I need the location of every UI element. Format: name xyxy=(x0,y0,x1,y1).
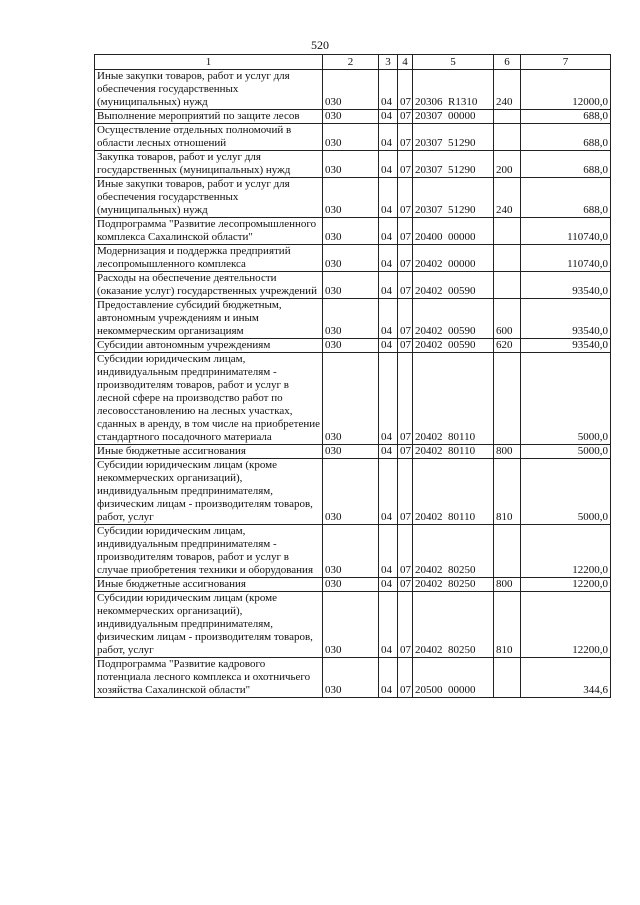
item-name: Подпрограмма "Развитие кадрового потенциала лесного комплекса и охотничьего хозяйства Сахалинской области" xyxy=(95,658,323,698)
section-code: 04 xyxy=(379,124,398,151)
section-code: 04 xyxy=(379,110,398,124)
amount: 93540,0 xyxy=(521,299,611,339)
item-name: Осуществление отдельных полномочий в области лесных отношений xyxy=(95,124,323,151)
table-body xyxy=(95,70,611,698)
amount: 12200,0 xyxy=(521,578,611,592)
target-article-code: 20402 80110 xyxy=(413,459,494,525)
table-row xyxy=(95,245,611,272)
section-code: 04 xyxy=(379,299,398,339)
amount: 12200,0 xyxy=(521,592,611,658)
subsection-code: 07 xyxy=(398,272,413,299)
target-article-code: 20400 00000 xyxy=(413,218,494,245)
subsection-code: 07 xyxy=(398,178,413,218)
amount: 5000,0 xyxy=(521,459,611,525)
section-code: 04 xyxy=(379,178,398,218)
ministry-code: 030 xyxy=(323,525,379,578)
column-header: 1 xyxy=(95,55,323,70)
target-article-code: 20402 00590 xyxy=(413,339,494,353)
expense-type-code: 810 xyxy=(494,459,521,525)
target-article-code: 20307 00000 xyxy=(413,110,494,124)
subsection-code: 07 xyxy=(398,124,413,151)
table-row xyxy=(95,459,611,525)
expense-type-code: 800 xyxy=(494,578,521,592)
item-name: Субсидии юридическим лицам, индивидуальным предпринимателям - производителям товаров, работ и услуг в случае приобретения техники и оборудования xyxy=(95,525,323,578)
table-row xyxy=(95,124,611,151)
subsection-code: 07 xyxy=(398,525,413,578)
target-article-code: 20500 00000 xyxy=(413,658,494,698)
table-row xyxy=(95,110,611,124)
expense-type-code xyxy=(494,353,521,445)
table-row xyxy=(95,525,611,578)
ministry-code: 030 xyxy=(323,353,379,445)
section-code: 04 xyxy=(379,70,398,110)
column-header: 7 xyxy=(521,55,611,70)
target-article-code: 20402 80250 xyxy=(413,592,494,658)
section-code: 04 xyxy=(379,272,398,299)
expense-type-code xyxy=(494,245,521,272)
ministry-code: 030 xyxy=(323,272,379,299)
ministry-code: 030 xyxy=(323,299,379,339)
target-article-code: 20402 80110 xyxy=(413,445,494,459)
target-article-code: 20307 51290 xyxy=(413,151,494,178)
table-row xyxy=(95,339,611,353)
section-code: 04 xyxy=(379,445,398,459)
expense-type-code xyxy=(494,110,521,124)
target-article-code: 20307 51290 xyxy=(413,124,494,151)
subsection-code: 07 xyxy=(398,459,413,525)
item-name: Иные закупки товаров, работ и услуг для обеспечения государственных (муниципальных) нужд xyxy=(95,70,323,110)
table-row xyxy=(95,445,611,459)
item-name: Подпрограмма "Развитие лесопромышленного комплекса Сахалинской области" xyxy=(95,218,323,245)
item-name: Закупка товаров, работ и услуг для государственных (муниципальных) нужд xyxy=(95,151,323,178)
table-row xyxy=(95,592,611,658)
table-row xyxy=(95,218,611,245)
target-article-code: 20402 00000 xyxy=(413,245,494,272)
amount: 110740,0 xyxy=(521,218,611,245)
expense-type-code: 600 xyxy=(494,299,521,339)
subsection-code: 07 xyxy=(398,110,413,124)
amount: 12000,0 xyxy=(521,70,611,110)
amount: 344,6 xyxy=(521,658,611,698)
amount: 5000,0 xyxy=(521,445,611,459)
subsection-code: 07 xyxy=(398,70,413,110)
ministry-code: 030 xyxy=(323,658,379,698)
ministry-code: 030 xyxy=(323,445,379,459)
expense-type-code: 800 xyxy=(494,445,521,459)
subsection-code: 07 xyxy=(398,353,413,445)
item-name: Выполнение мероприятий по защите лесов xyxy=(95,110,323,124)
ministry-code: 030 xyxy=(323,178,379,218)
ministry-code: 030 xyxy=(323,151,379,178)
target-article-code: 20306 R1310 xyxy=(413,70,494,110)
ministry-code: 030 xyxy=(323,339,379,353)
subsection-code: 07 xyxy=(398,445,413,459)
column-header: 3 xyxy=(379,55,398,70)
table-row xyxy=(95,151,611,178)
ministry-code: 030 xyxy=(323,245,379,272)
amount: 688,0 xyxy=(521,178,611,218)
subsection-code: 07 xyxy=(398,218,413,245)
item-name: Иные закупки товаров, работ и услуг для обеспечения государственных (муниципальных) нужд xyxy=(95,178,323,218)
table-row xyxy=(95,299,611,339)
amount: 110740,0 xyxy=(521,245,611,272)
expense-type-code: 810 xyxy=(494,592,521,658)
column-header: 2 xyxy=(323,55,379,70)
section-code: 04 xyxy=(379,339,398,353)
ministry-code: 030 xyxy=(323,70,379,110)
subsection-code: 07 xyxy=(398,339,413,353)
item-name: Субсидии юридическим лицам, индивидуальным предпринимателям - производителям товаров, работ и услуг в лесной сфере на производство работ по лесовосстановлению на лесных участках, сданных в аренду, в том числе на приобретение стандартного посадочного материала xyxy=(95,353,323,445)
target-article-code: 20307 51290 xyxy=(413,178,494,218)
table-row xyxy=(95,353,611,445)
ministry-code: 030 xyxy=(323,110,379,124)
column-header: 4 xyxy=(398,55,413,70)
item-name: Субсидии автономным учреждениям xyxy=(95,339,323,353)
expense-type-code: 200 xyxy=(494,151,521,178)
expense-type-code: 240 xyxy=(494,70,521,110)
section-code: 04 xyxy=(379,353,398,445)
table-row xyxy=(95,272,611,299)
table-header-row xyxy=(95,55,611,70)
budget-table xyxy=(94,54,611,698)
subsection-code: 07 xyxy=(398,245,413,272)
amount: 93540,0 xyxy=(521,272,611,299)
amount: 688,0 xyxy=(521,151,611,178)
target-article-code: 20402 80250 xyxy=(413,578,494,592)
amount: 688,0 xyxy=(521,110,611,124)
subsection-code: 07 xyxy=(398,578,413,592)
section-code: 04 xyxy=(379,525,398,578)
column-header: 5 xyxy=(413,55,494,70)
section-code: 04 xyxy=(379,592,398,658)
section-code: 04 xyxy=(379,658,398,698)
section-code: 04 xyxy=(379,578,398,592)
ministry-code: 030 xyxy=(323,592,379,658)
expense-type-code xyxy=(494,272,521,299)
section-code: 04 xyxy=(379,459,398,525)
expense-type-code: 240 xyxy=(494,178,521,218)
ministry-code: 030 xyxy=(323,124,379,151)
item-name: Субсидии юридическим лицам (кроме некоммерческих организаций), индивидуальным предпринимателям, физическим лицам - производителям товаров, работ, услуг xyxy=(95,592,323,658)
subsection-code: 07 xyxy=(398,299,413,339)
subsection-code: 07 xyxy=(398,658,413,698)
page-number: 520 xyxy=(311,38,329,52)
expense-type-code: 620 xyxy=(494,339,521,353)
subsection-code: 07 xyxy=(398,592,413,658)
item-name: Расходы на обеспечение деятельности (оказание услуг) государственных учреждений xyxy=(95,272,323,299)
target-article-code: 20402 80110 xyxy=(413,353,494,445)
target-article-code: 20402 80250 xyxy=(413,525,494,578)
target-article-code: 20402 00590 xyxy=(413,299,494,339)
item-name: Модернизация и поддержка предприятий лесопромышленного комплекса xyxy=(95,245,323,272)
expense-type-code xyxy=(494,218,521,245)
expense-type-code xyxy=(494,525,521,578)
item-name: Иные бюджетные ассигнования xyxy=(95,445,323,459)
expense-type-code xyxy=(494,124,521,151)
column-header: 6 xyxy=(494,55,521,70)
expense-type-code xyxy=(494,658,521,698)
ministry-code: 030 xyxy=(323,459,379,525)
item-name: Предоставление субсидий бюджетным, автономным учреждениям и иным некоммерческим организациям xyxy=(95,299,323,339)
ministry-code: 030 xyxy=(323,578,379,592)
section-code: 04 xyxy=(379,218,398,245)
subsection-code: 07 xyxy=(398,151,413,178)
ministry-code: 030 xyxy=(323,218,379,245)
amount: 688,0 xyxy=(521,124,611,151)
table-row xyxy=(95,578,611,592)
target-article-code: 20402 00590 xyxy=(413,272,494,299)
table-row xyxy=(95,70,611,110)
section-code: 04 xyxy=(379,245,398,272)
section-code: 04 xyxy=(379,151,398,178)
table-row xyxy=(95,178,611,218)
item-name: Иные бюджетные ассигнования xyxy=(95,578,323,592)
amount: 93540,0 xyxy=(521,339,611,353)
table-row xyxy=(95,658,611,698)
amount: 12200,0 xyxy=(521,525,611,578)
amount: 5000,0 xyxy=(521,353,611,445)
item-name: Субсидии юридическим лицам (кроме некоммерческих организаций), индивидуальным предпринимателям, физическим лицам - производителям товаров, работ, услуг xyxy=(95,459,323,525)
